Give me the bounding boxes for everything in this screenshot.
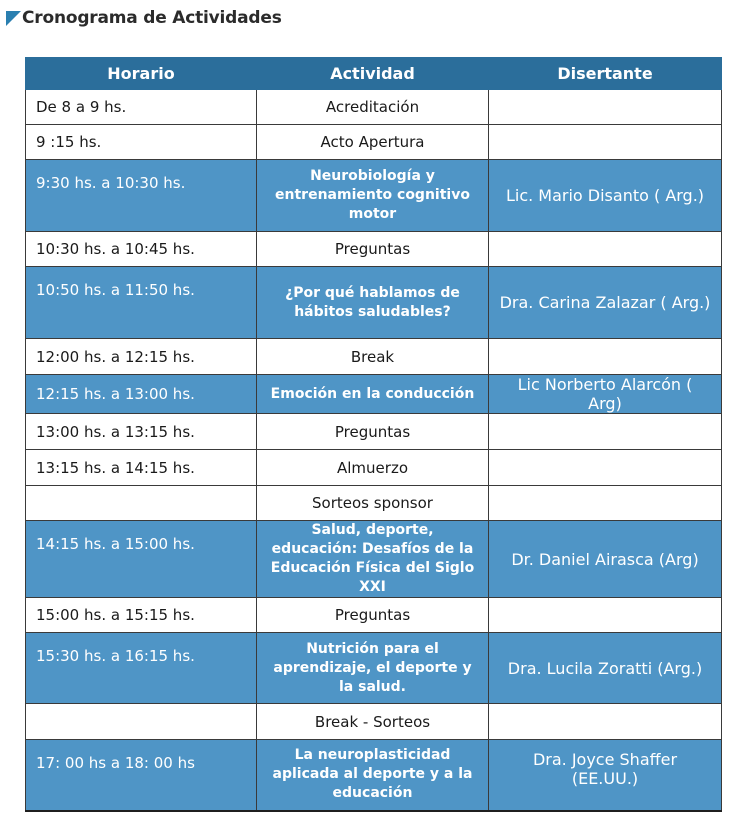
cell-disertante: Lic. Mario Disanto ( Arg.) [489, 160, 722, 232]
corner-triangle-icon [6, 11, 21, 26]
table-row [26, 521, 722, 598]
cell-actividad: Sorteos sponsor [257, 486, 489, 521]
schedule-table [25, 57, 722, 812]
cell-disertante [489, 486, 722, 521]
cell-actividad: Emoción en la conducción [257, 375, 489, 414]
cell-horario [26, 486, 257, 521]
table-row [26, 339, 722, 375]
cell-horario: 12:00 hs. a 12:15 hs. [26, 339, 257, 375]
cell-disertante: Lic Norberto Alarcón ( Arg) [489, 375, 722, 414]
header-actividad: Actividad [257, 58, 489, 90]
table-row [26, 740, 722, 811]
cell-horario: 15:30 hs. a 16:15 hs. [26, 633, 257, 704]
cell-actividad: Break [257, 339, 489, 375]
cell-actividad: Neurobiología y entrenamiento cognitivo motor [257, 160, 489, 232]
cell-actividad: La neuroplasticidad aplicada al deporte y a la educación [257, 740, 489, 811]
table-row [26, 125, 722, 160]
table-row [26, 598, 722, 633]
cell-horario: 12:15 hs. a 13:00 hs. [26, 375, 257, 414]
cell-actividad: Acreditación [257, 90, 489, 125]
table-row [26, 414, 722, 450]
header-row [26, 58, 722, 90]
table-row [26, 232, 722, 267]
cell-actividad: Preguntas [257, 232, 489, 267]
table-row [26, 90, 722, 125]
cell-horario: 15:00 hs. a 15:15 hs. [26, 598, 257, 633]
cell-disertante [489, 125, 722, 160]
cell-disertante [489, 598, 722, 633]
cell-actividad: Preguntas [257, 414, 489, 450]
table-row [26, 450, 722, 486]
cell-horario: 10:50 hs. a 11:50 hs. [26, 267, 257, 339]
cell-horario [26, 704, 257, 740]
cell-disertante: Dra. Carina Zalazar ( Arg.) [489, 267, 722, 339]
cell-horario: 9 :15 hs. [26, 125, 257, 160]
table-row [26, 267, 722, 339]
cell-actividad: ¿Por qué hablamos de hábitos saludables? [257, 267, 489, 339]
cell-disertante [489, 704, 722, 740]
cell-actividad: Nutrición para el aprendizaje, el deporte y la salud. [257, 633, 489, 704]
header-horario: Horario [26, 58, 257, 90]
cell-horario: 9:30 hs. a 10:30 hs. [26, 160, 257, 232]
cell-horario: 14:15 hs. a 15:00 hs. [26, 521, 257, 598]
table-row [26, 375, 722, 414]
cell-disertante: Dr. Daniel Airasca (Arg) [489, 521, 722, 598]
table-row [26, 486, 722, 521]
cell-actividad: Break - Sorteos [257, 704, 489, 740]
cell-disertante [489, 450, 722, 486]
cell-horario: 17: 00 hs a 18: 00 hs [26, 740, 257, 811]
cell-disertante [489, 232, 722, 267]
cell-disertante [489, 339, 722, 375]
cell-actividad: Acto Apertura [257, 125, 489, 160]
table-row [26, 633, 722, 704]
page-title: Cronograma de Actividades [22, 8, 282, 28]
cell-horario: 13:15 hs. a 14:15 hs. [26, 450, 257, 486]
cell-horario: De 8 a 9 hs. [26, 90, 257, 125]
cell-disertante: Dra. Joyce Shaffer (EE.UU.) [489, 740, 722, 811]
cell-disertante [489, 90, 722, 125]
cell-horario: 10:30 hs. a 10:45 hs. [26, 232, 257, 267]
cell-disertante: Dra. Lucila Zoratti (Arg.) [489, 633, 722, 704]
cell-disertante [489, 414, 722, 450]
table-row [26, 704, 722, 740]
cell-actividad: Salud, deporte, educación: Desafíos de la Educación Física del Siglo XXI [257, 521, 489, 598]
header-disertante: Disertante [489, 58, 722, 90]
cell-horario: 13:00 hs. a 13:15 hs. [26, 414, 257, 450]
table-row [26, 160, 722, 232]
cell-actividad: Preguntas [257, 598, 489, 633]
cell-actividad: Almuerzo [257, 450, 489, 486]
